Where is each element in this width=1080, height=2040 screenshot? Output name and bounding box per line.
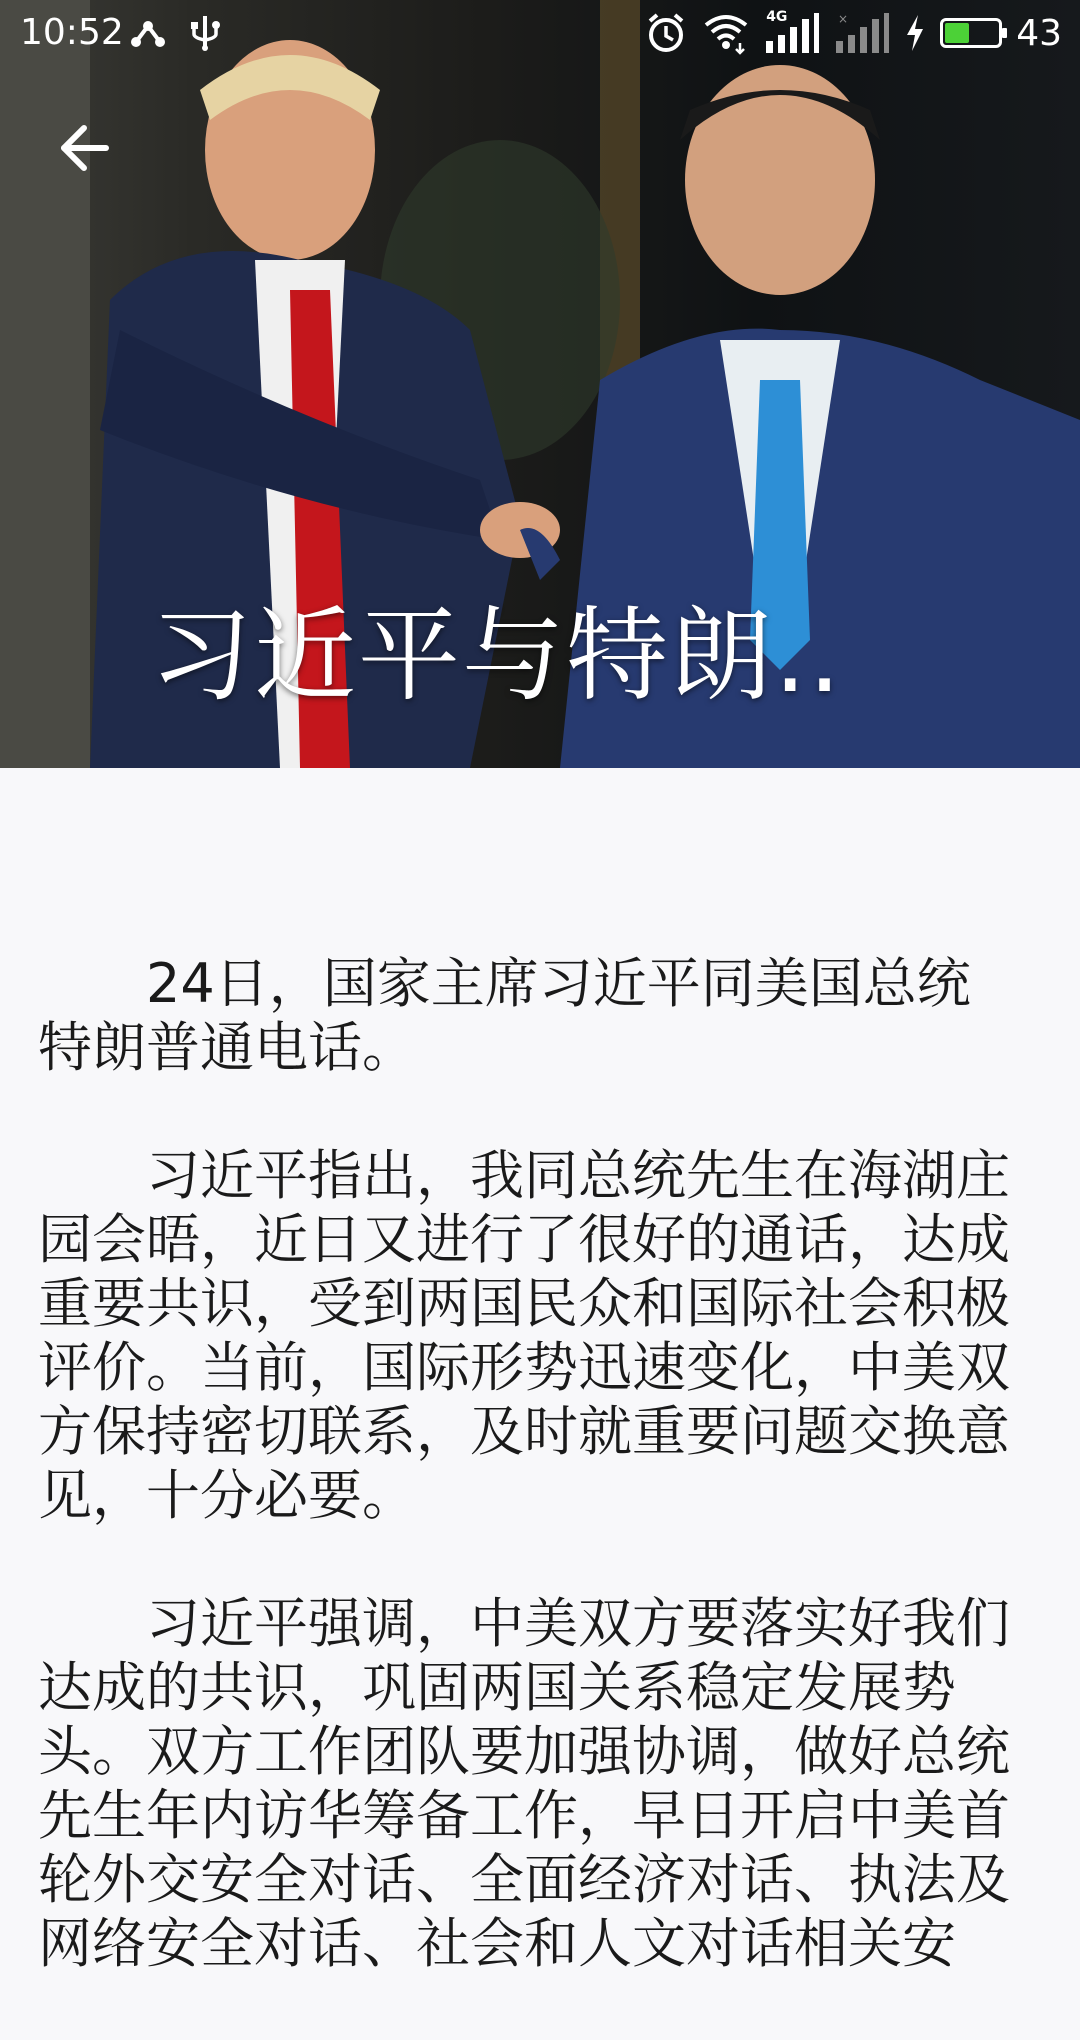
network-type: 4G	[766, 9, 788, 25]
wifi-icon	[702, 11, 750, 55]
svg-text:×: ×	[838, 12, 849, 26]
article-title: 习近平与特朗..	[150, 597, 843, 716]
hero-image	[0, 0, 1080, 768]
back-button[interactable]	[48, 112, 120, 184]
share-icon	[128, 12, 168, 52]
article-paragraph: 习近平强调，中美双方要落实好我们达成的共识，巩固两国关系稳定发展势头。双方工作团队要加强协调，做好总统先生年内访华筹备工作，早日开启中美首轮外交安全对话、全面经济对话、执法及网络安全对话、社会和人文对话相关安	[38, 1592, 1010, 1975]
charging-icon	[904, 13, 926, 53]
alarm-icon	[644, 11, 688, 55]
network-group	[764, 11, 820, 55]
signal-icon	[764, 11, 820, 55]
status-time: 10:52	[20, 12, 124, 53]
battery-percent: 43	[1016, 12, 1062, 54]
article-paragraph: 24日，国家主席习近平同美国总统特朗普通电话。	[38, 952, 971, 1079]
status-right-icons	[644, 8, 1062, 58]
battery-icon	[940, 18, 1002, 48]
usb-icon	[188, 12, 222, 52]
signal-empty-icon	[834, 11, 890, 55]
arrow-left-icon	[56, 120, 112, 176]
article-paragraph: 习近平指出，我同总统先生在海湖庄园会晤，近日又进行了很好的通话，达成重要共识，受到两国民众和国际社会积极评价。当前，国际形势迅速变化，中美双方保持密切联系，及时就重要问题交换意见，十分必要。	[38, 1144, 1010, 1527]
article-body	[38, 952, 1018, 2040]
status-bar	[0, 0, 1080, 66]
status-left-icons	[128, 12, 222, 52]
battery-fill	[945, 23, 969, 43]
